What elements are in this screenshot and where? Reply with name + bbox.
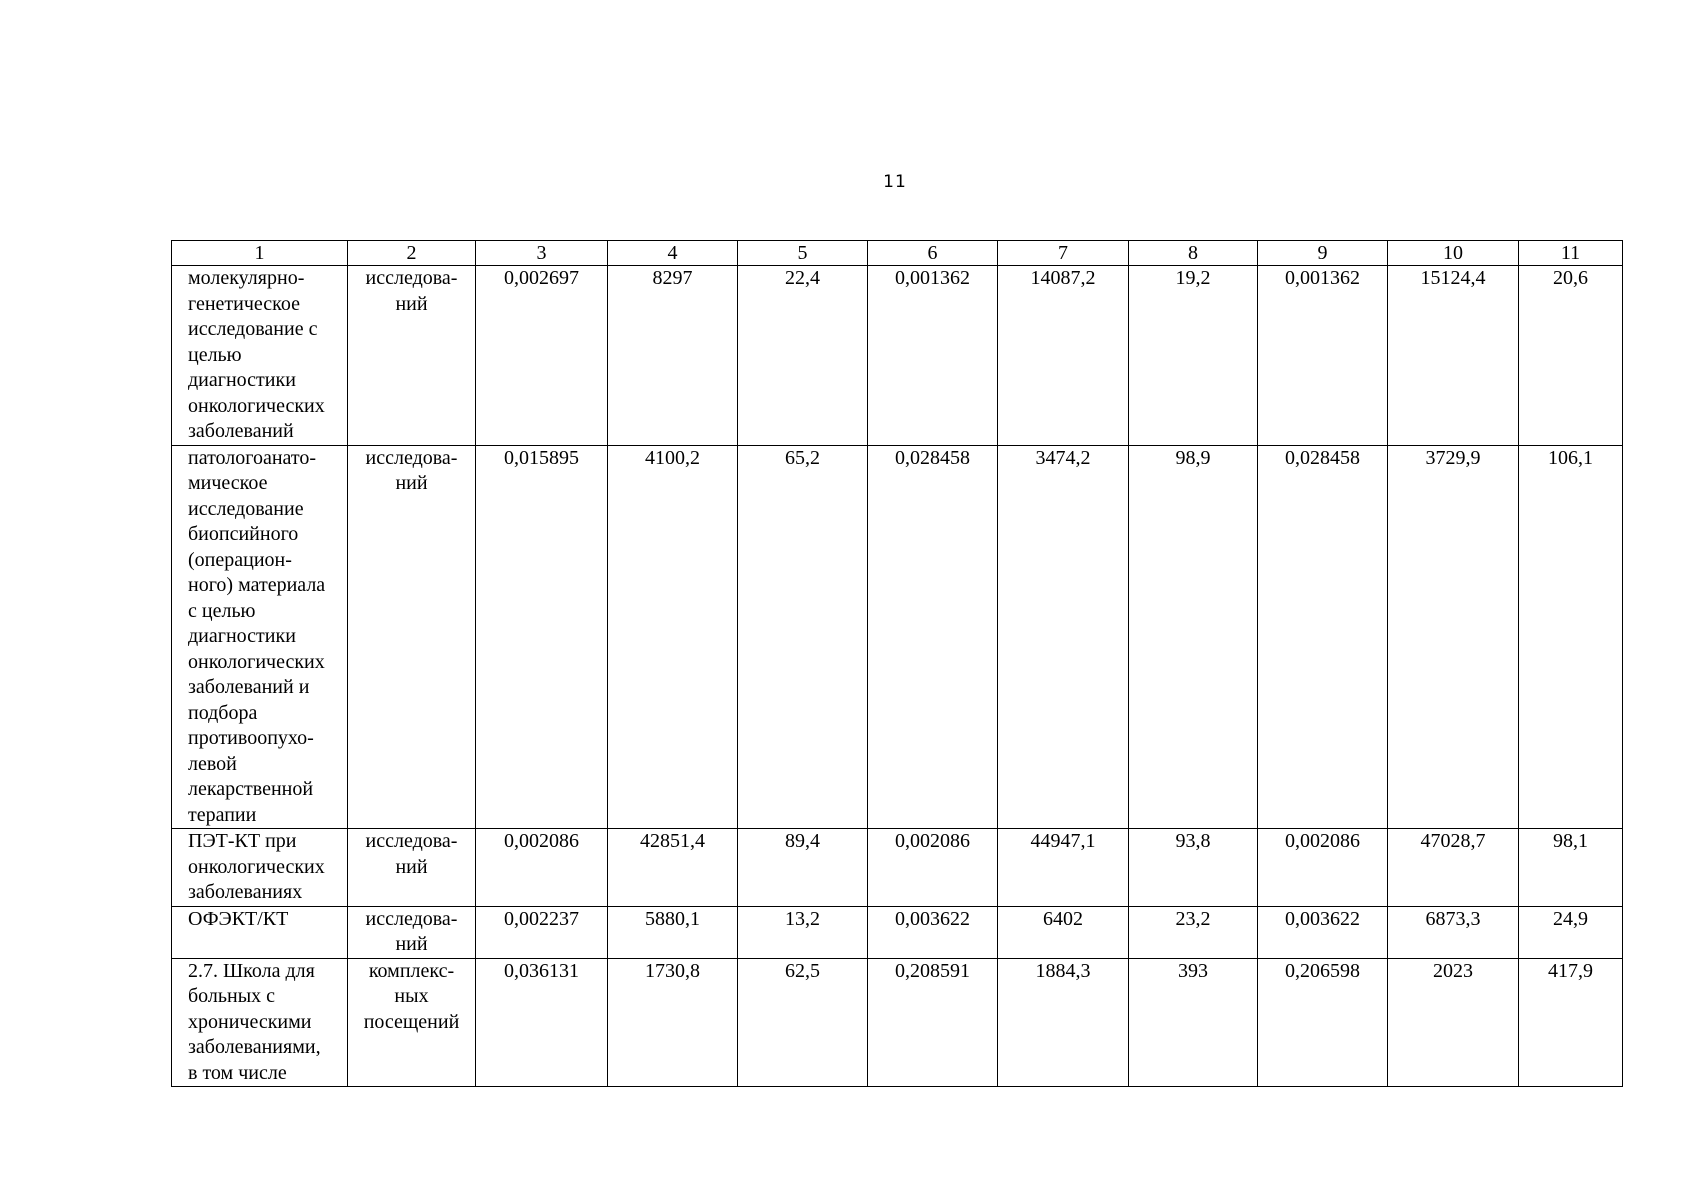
value-cell: 1884,3	[998, 958, 1129, 1087]
service-name-line: ОФЭКТ/КТ	[188, 907, 289, 930]
service-name-line: заболеваниями,	[188, 1036, 321, 1058]
value-cell: 47028,7	[1388, 829, 1519, 907]
page-number: 11	[883, 172, 907, 192]
value-cell: 62,5	[738, 958, 868, 1087]
service-name-line: заболеваний и	[188, 676, 310, 698]
unit-line: исследова-	[365, 267, 458, 289]
service-name-line: целью	[188, 343, 242, 366]
column-number: 3	[476, 241, 608, 266]
unit-cell	[348, 958, 476, 1087]
column-number: 1	[172, 241, 348, 266]
service-name-line: терапии	[188, 803, 257, 826]
value-cell: 98,9	[1129, 445, 1258, 829]
service-name-line: генетическое	[188, 292, 300, 315]
column-number: 2	[348, 241, 476, 266]
value-cell: 0,003622	[868, 906, 998, 958]
value-cell: 2023	[1388, 958, 1519, 1087]
column-number: 10	[1388, 241, 1519, 266]
unit-line: ний	[395, 292, 428, 315]
value-cell: 14087,2	[998, 266, 1129, 446]
service-name-line: (операцион-	[188, 548, 292, 571]
table-row	[172, 445, 1623, 829]
value-cell: 13,2	[738, 906, 868, 958]
service-name-line: диагностики	[188, 625, 296, 647]
value-cell: 89,4	[738, 829, 868, 907]
service-name-line: ПЭТ-КТ при	[188, 830, 297, 852]
service-name-line: диагностики	[188, 369, 296, 391]
value-cell: 42851,4	[608, 829, 738, 907]
value-cell: 0,028458	[868, 445, 998, 829]
table-row	[172, 266, 1623, 446]
value-cell: 65,2	[738, 445, 868, 829]
service-name-cell	[172, 445, 348, 829]
service-name-line: онкологических	[188, 650, 325, 673]
service-name-line: подбора	[188, 701, 258, 724]
column-number: 4	[608, 241, 738, 266]
unit-line: ний	[395, 472, 428, 494]
value-cell: 22,4	[738, 266, 868, 446]
value-cell: 3729,9	[1388, 445, 1519, 829]
value-cell: 8297	[608, 266, 738, 446]
tariff-table	[171, 240, 1623, 1087]
value-cell: 0,002086	[868, 829, 998, 907]
service-name-line: ного) материала	[188, 574, 326, 596]
service-name-line: больных с	[188, 985, 276, 1007]
value-cell: 0,002237	[476, 906, 608, 958]
unit-line: комплекс-	[368, 959, 455, 982]
unit-line: ний	[395, 933, 428, 955]
service-name-cell	[172, 266, 348, 446]
service-name-line: биопсийного	[188, 523, 299, 545]
table-row	[172, 829, 1623, 907]
value-cell: 20,6	[1519, 266, 1623, 446]
service-name-line: исследование с	[188, 318, 318, 340]
unit-line: исследова-	[365, 446, 458, 469]
value-cell: 0,002086	[1258, 829, 1388, 907]
value-cell: 6402	[998, 906, 1129, 958]
value-cell: 0,003622	[1258, 906, 1388, 958]
service-name-line: заболеваниях	[188, 881, 303, 903]
value-cell: 24,9	[1519, 906, 1623, 958]
service-name-line: онкологических	[188, 394, 325, 417]
unit-cell	[348, 906, 476, 958]
unit-line: ных	[394, 985, 429, 1007]
value-cell: 19,2	[1129, 266, 1258, 446]
value-cell: 44947,1	[998, 829, 1129, 907]
service-name-cell	[172, 829, 348, 907]
value-cell: 15124,4	[1388, 266, 1519, 446]
value-cell: 0,028458	[1258, 445, 1388, 829]
value-cell: 5880,1	[608, 906, 738, 958]
value-cell: 0,001362	[868, 266, 998, 446]
service-name-line: левой	[188, 752, 237, 775]
table-row	[172, 906, 1623, 958]
value-cell: 1730,8	[608, 958, 738, 1087]
value-cell: 93,8	[1129, 829, 1258, 907]
value-cell: 6873,3	[1388, 906, 1519, 958]
service-name-line: противоопухо-	[188, 727, 314, 749]
service-name-line: 2.7. Школа для	[188, 959, 315, 982]
column-number: 6	[868, 241, 998, 266]
value-cell: 393	[1129, 958, 1258, 1087]
service-name-line: с целью	[188, 599, 256, 622]
service-name-line: хроническими	[188, 1010, 312, 1033]
unit-line: исследова-	[365, 830, 458, 852]
column-number-row	[172, 241, 1623, 266]
value-cell: 0,015895	[476, 445, 608, 829]
service-name-line: заболеваний	[188, 420, 294, 442]
value-cell: 4100,2	[608, 445, 738, 829]
service-name-line: онкологических	[188, 855, 325, 878]
value-cell: 417,9	[1519, 958, 1623, 1087]
value-cell: 0,208591	[868, 958, 998, 1087]
service-name-line: лекарственной	[188, 778, 314, 800]
column-number: 8	[1129, 241, 1258, 266]
table-row	[172, 958, 1623, 1087]
service-name-line: в том числе	[188, 1061, 287, 1084]
unit-line: посещений	[363, 1010, 460, 1033]
column-number: 5	[738, 241, 868, 266]
value-cell: 3474,2	[998, 445, 1129, 829]
column-number: 9	[1258, 241, 1388, 266]
service-name-line: молекулярно-	[188, 267, 305, 289]
unit-line: ний	[395, 855, 428, 878]
value-cell: 0,036131	[476, 958, 608, 1087]
column-number: 7	[998, 241, 1129, 266]
service-name-cell	[172, 906, 348, 958]
unit-line: исследова-	[365, 907, 458, 930]
unit-cell	[348, 829, 476, 907]
service-name-cell	[172, 958, 348, 1087]
service-name-line: мическое	[188, 472, 268, 494]
column-number: 11	[1519, 241, 1623, 266]
value-cell: 98,1	[1519, 829, 1623, 907]
value-cell: 23,2	[1129, 906, 1258, 958]
value-cell: 0,206598	[1258, 958, 1388, 1087]
unit-cell	[348, 445, 476, 829]
value-cell: 106,1	[1519, 445, 1623, 829]
service-name-line: исследование	[188, 497, 304, 520]
value-cell: 0,002086	[476, 829, 608, 907]
unit-cell	[348, 266, 476, 446]
value-cell: 0,001362	[1258, 266, 1388, 446]
value-cell: 0,002697	[476, 266, 608, 446]
service-name-line: патологоанато-	[188, 446, 317, 469]
